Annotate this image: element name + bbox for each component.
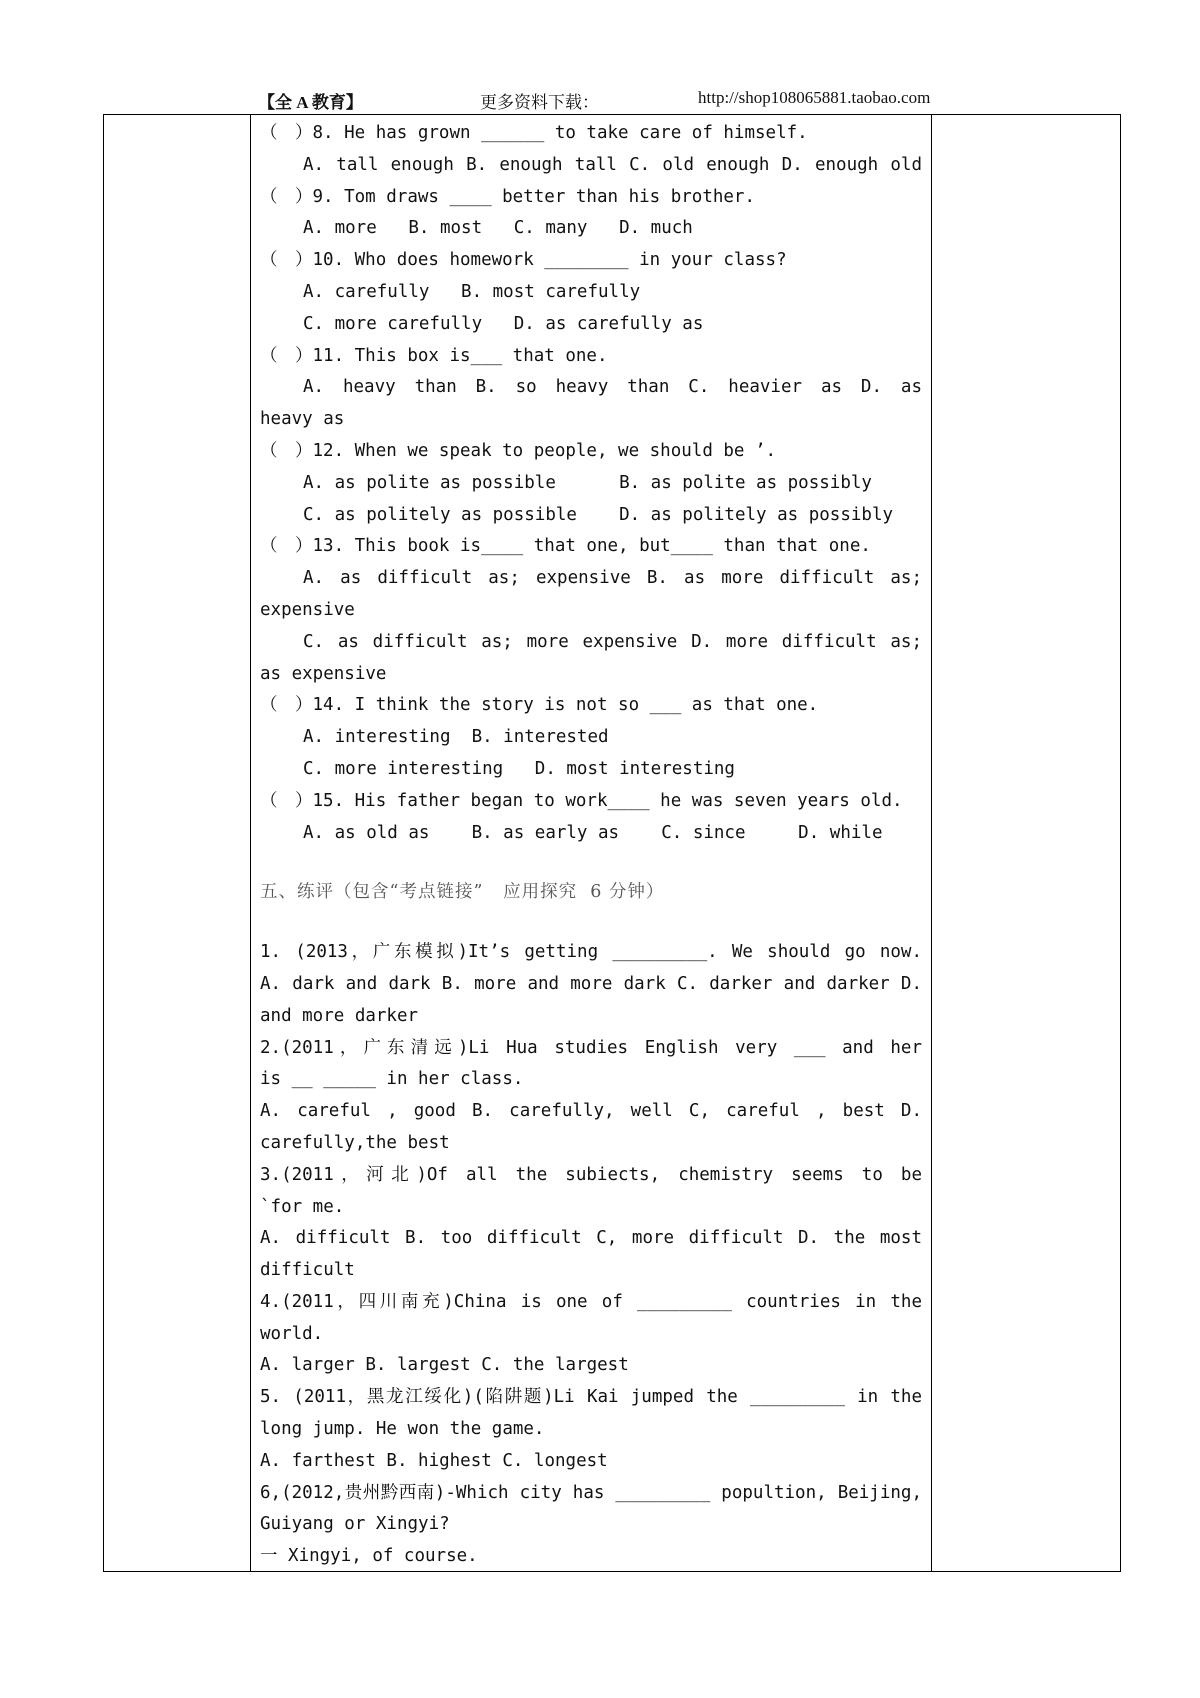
question-line: C. as difficult as; more expensive D. more difficult as; — [303, 631, 922, 652]
question-line: C. more carefully D. as carefully as — [303, 313, 704, 334]
question-line: expensive — [260, 599, 355, 620]
practice-line: difficult — [260, 1260, 355, 1281]
practice-line: Guiyang or Xingyi? — [260, 1514, 450, 1535]
question-line: A. carefully B. most carefully — [303, 281, 641, 302]
question-line: A. more B. most C. many D. much — [303, 218, 693, 239]
practice-line: A. difficult B. too difficult C, more difficult D. the most — [260, 1228, 922, 1249]
header-url[interactable]: http://shop108065881.taobao.com — [698, 88, 931, 107]
question-line: （ ）14. I think the story is not so ___ as that one. — [260, 695, 819, 716]
practice-line: and more darker — [260, 1005, 419, 1026]
practice-line: long jump. He won the game. — [260, 1419, 545, 1440]
question-line: （ ）11. This box is___ that one. — [260, 345, 608, 366]
question-line: A. interesting B. interested — [303, 727, 609, 748]
question-line: （ ）10. Who does homework ________ in your class? — [260, 250, 787, 271]
table-right-divider — [931, 115, 932, 1571]
question-line: C. more interesting D. most interesting — [303, 758, 735, 779]
practice-line: is __ _____ in her class. — [260, 1069, 524, 1090]
page-header — [0, 88, 1200, 114]
header-brand: 【全 A 教育】 — [258, 93, 363, 112]
question-line: as expensive — [260, 663, 387, 684]
practice-line: A. dark and dark B. more and more dark C. darker and darker D. — [260, 973, 922, 994]
practice-line: `for me. — [260, 1196, 345, 1217]
section-gap — [260, 849, 922, 877]
practice-line: A. farthest B. highest C. longest — [260, 1450, 608, 1471]
practice-line: 1. (2013，广东模拟)It’s getting _________. We should go now. — [260, 942, 922, 963]
question-line: （ ）13. This book is____ that one, but____ than that one. — [260, 536, 871, 557]
practice-line: 3.(2011，河北)Of all the subiects, chemistry seems to be — [260, 1164, 922, 1185]
practice-line: world. — [260, 1323, 324, 1344]
exercise-questions — [260, 118, 922, 849]
table-left-divider — [250, 115, 251, 1571]
question-line: （ ）8. He has grown ______ to take care of himself. — [260, 123, 808, 143]
practice-line: A. larger B. largest C. the largest — [260, 1355, 629, 1376]
question-line: A. as polite as possible B. as polite as possibly — [303, 472, 872, 493]
question-line: （ ）15. His father began to work____ he was seven years old. — [260, 790, 903, 811]
section-title: 五、练评（包含“考点链接” 应用探究 6 分钟） — [260, 882, 665, 903]
practice-line: 6,(2012,贵州黔西南)-Which city has _________ popultion, Beijing, — [260, 1482, 922, 1503]
practice-line: A. careful , good B. carefully, well C, careful , best D. — [260, 1101, 922, 1122]
question-line: C. as politely as possible D. as politely as possibly — [303, 504, 894, 525]
question-line: A. heavy than B. so heavy than C. heavier as D. as — [303, 377, 922, 398]
practice-line: 2.(2011，广东清远)Li Hua studies English very ___ and her — [260, 1037, 922, 1058]
question-line: heavy as — [260, 409, 345, 430]
question-line: A. as old as B. as early as C. since D. while — [303, 822, 883, 843]
practice-line: 一 Xingyi, of course. — [260, 1546, 478, 1567]
header-download-label: 更多资料下载： — [480, 93, 599, 112]
question-line: A. tall enough B. enough tall C. old enough D. enough old — [303, 154, 922, 175]
question-line: A. as difficult as; expensive B. as more difficult as; — [303, 568, 922, 589]
practice-line: carefully,the best — [260, 1132, 450, 1153]
question-line: （ ）12. When we speak to people, we should be ’. — [260, 440, 777, 461]
practice-questions — [260, 937, 922, 1573]
question-line: （ ）9. Tom draws ____ better than his brother. — [260, 186, 756, 207]
practice-line: 4.(2011，四川南充)China is one of _________ countries in the — [260, 1291, 922, 1312]
section-gap — [260, 909, 922, 937]
worksheet-content — [260, 118, 922, 1573]
practice-line: 5. (2011，黑龙江绥化)(陷阱题)Li Kai jumped the _________ in the — [260, 1387, 922, 1408]
